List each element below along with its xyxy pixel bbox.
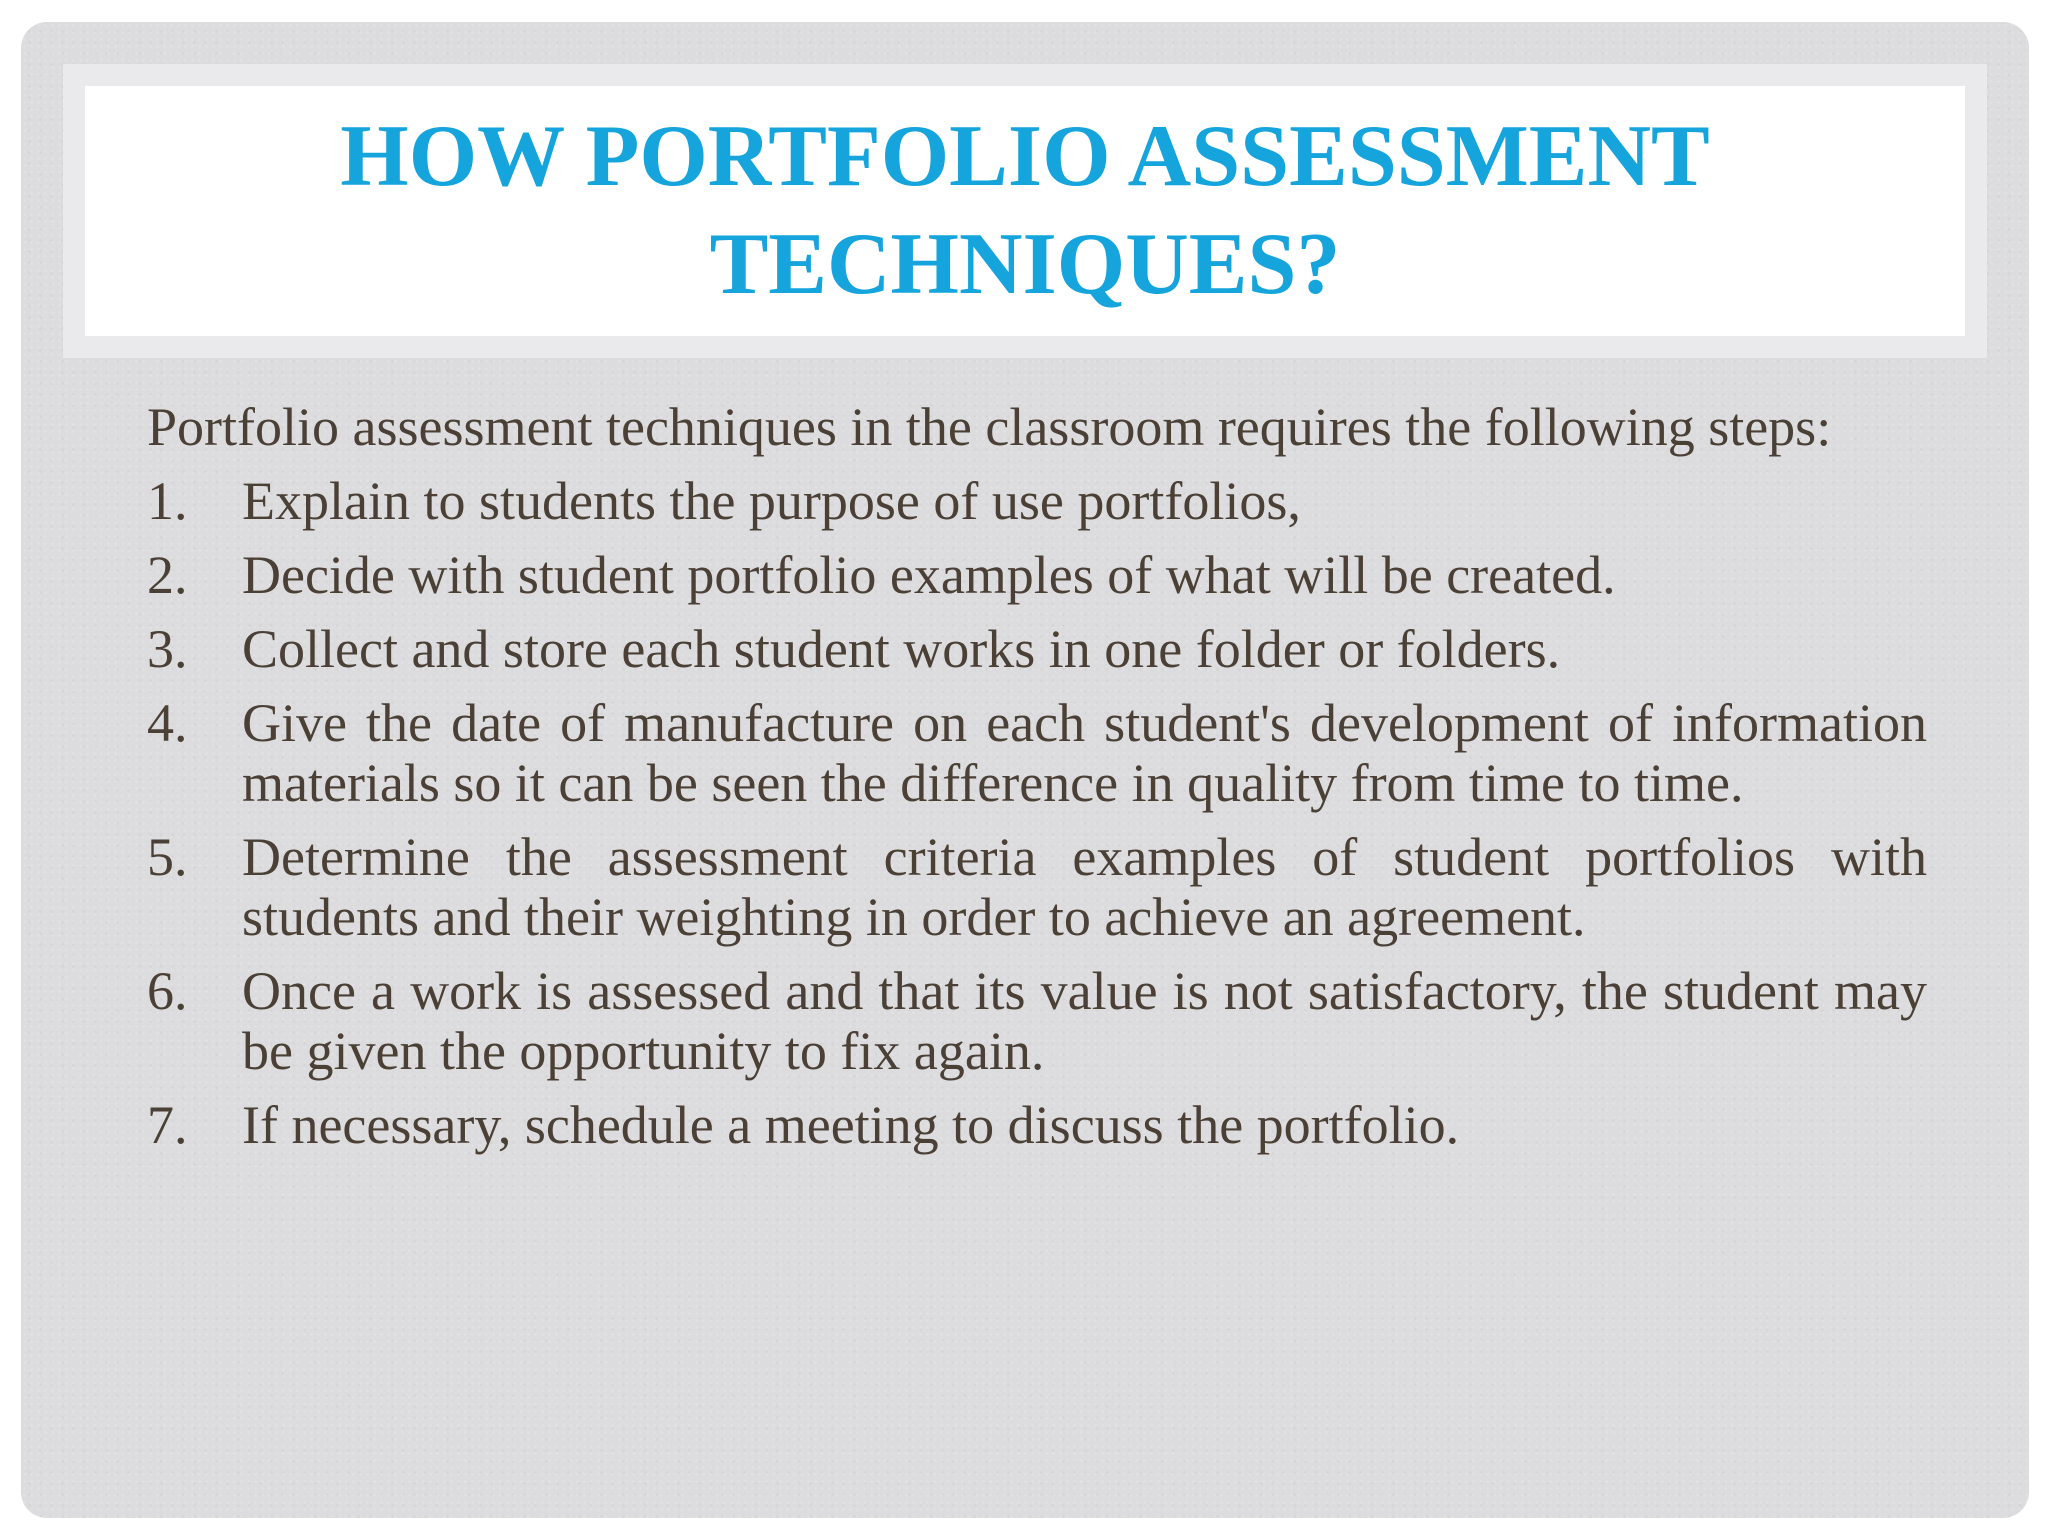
list-item [147,827,1927,947]
slide-body [147,397,1927,1169]
step-text: Collect and store each student works in one folder or folders. [242,619,1561,679]
step-number: 6. [147,961,188,1021]
step-text: If necessary, schedule a meeting to discuss the portfolio. [242,1095,1460,1155]
steps-list [147,471,1927,1155]
list-item [147,619,1927,679]
step-text: Give the date of manufacture on each student's development of information materials so it can be seen the difference in quality from time to time. [242,693,1927,813]
list-item [147,693,1927,813]
step-number: 3. [147,619,188,679]
step-number: 2. [147,545,188,605]
step-number: 7. [147,1095,188,1155]
slide [21,22,2029,1518]
list-item [147,471,1927,531]
step-text: Determine the assessment criteria examples of student portfolios with students and their weighting in order to achieve an agreement. [242,827,1927,947]
list-item [147,545,1927,605]
step-number: 4. [147,693,188,753]
step-number: 1. [147,471,188,531]
slide-title: HOW PORTFOLIO ASSESSMENT TECHNIQUES? [340,108,1710,313]
title-box [63,64,1987,358]
step-text: Decide with student portfolio examples of what will be created. [242,545,1616,605]
step-text: Once a work is assessed and that its value is not satisfactory, the student may be given the opportunity to fix again. [242,961,1927,1081]
step-text: Explain to students the purpose of use portfolios, [242,471,1301,531]
intro-paragraph: Portfolio assessment techniques in the classroom requires the following steps: [147,397,1832,457]
step-number: 5. [147,827,188,887]
list-item [147,1095,1927,1155]
list-item [147,961,1927,1081]
